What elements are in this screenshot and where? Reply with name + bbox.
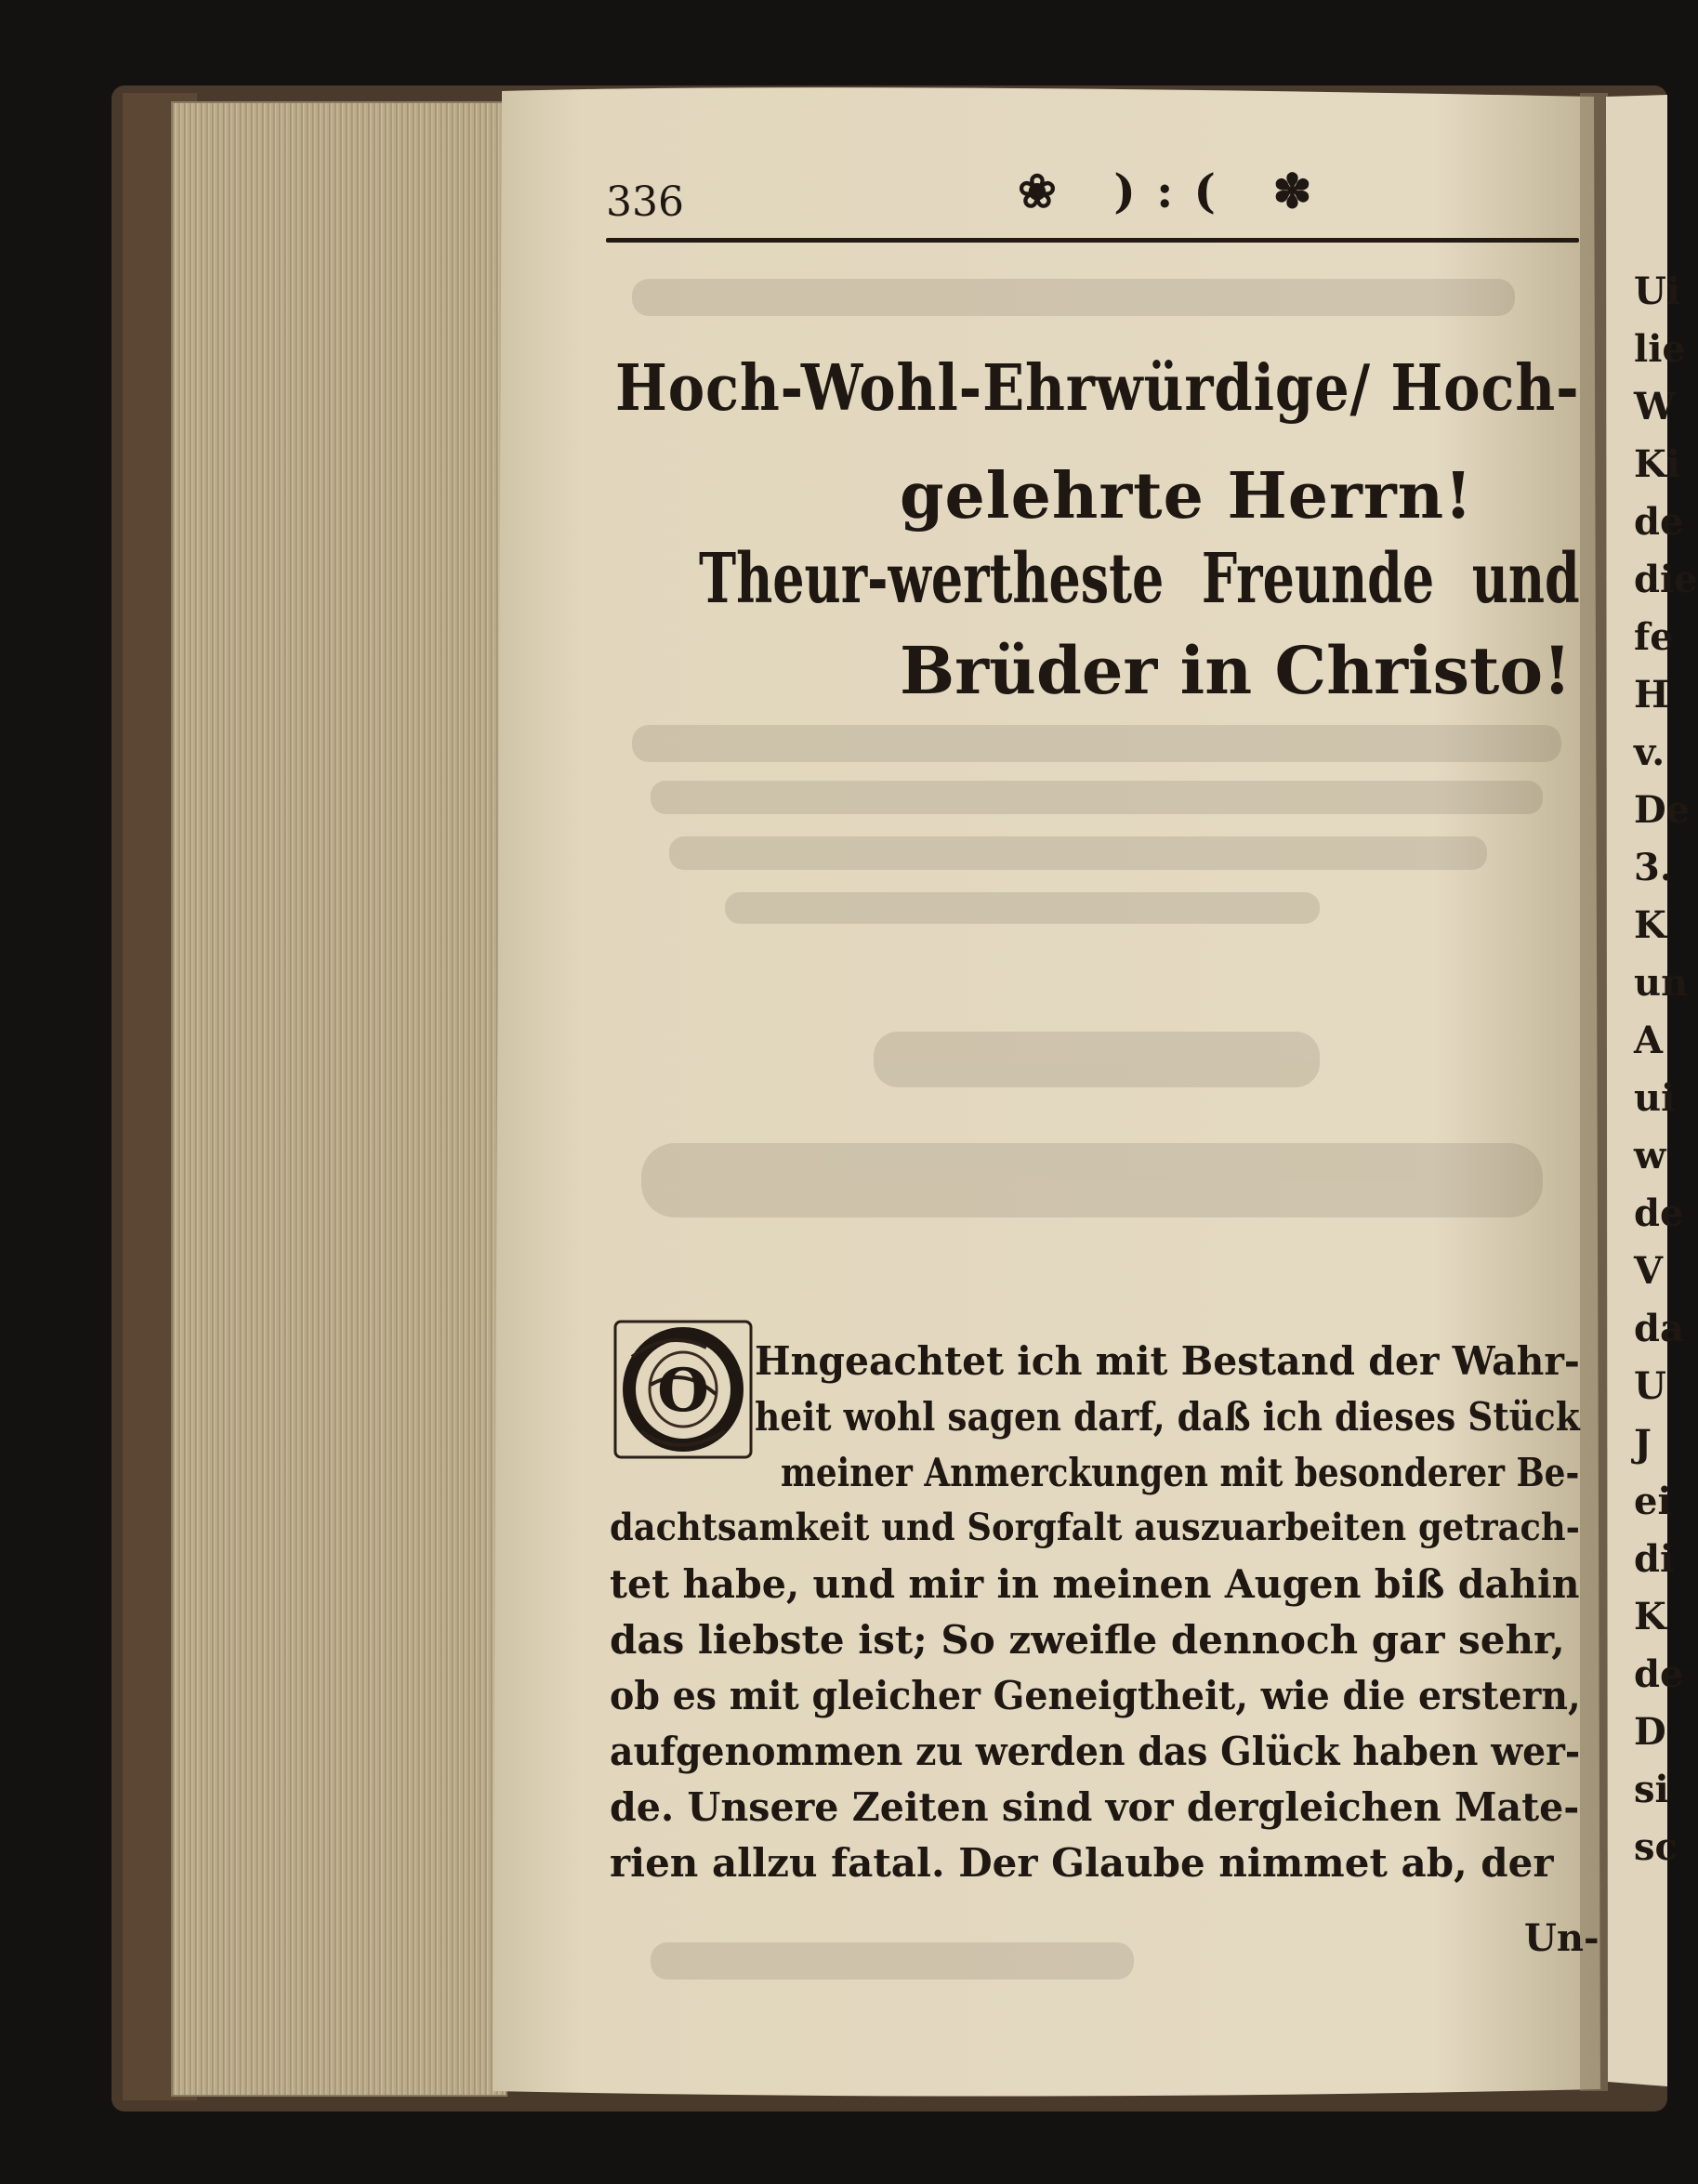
facing-page-fragment: fe <box>1634 615 1674 659</box>
facing-page-fragment: K <box>1634 903 1666 947</box>
facing-page-fragment: W <box>1634 385 1676 428</box>
drop-cap-letter: O <box>657 1356 709 1426</box>
ornamental-initial <box>613 1320 753 1459</box>
facing-page-fragment: D <box>1634 1710 1666 1754</box>
body-line: dachtsamkeit und Sorgfalt auszuarbeiten getrach- <box>610 1506 1580 1549</box>
facing-page-fragment: lie <box>1634 327 1686 371</box>
facing-page-fragment: da <box>1634 1307 1684 1350</box>
facing-page-fragment: di <box>1634 1537 1675 1581</box>
facing-page-fragment: un <box>1634 961 1689 1005</box>
salutation-line: Brüder in Christo! <box>900 632 1572 709</box>
body-line: Hngeachtet ich mit Bestand der Wahr- <box>755 1338 1580 1384</box>
facing-page-fragment: ei <box>1634 1480 1672 1523</box>
body-line: das liebste ist; So zweifle dennoch gar sehr, <box>610 1617 1565 1663</box>
body-line: ob es mit gleicher Geneigtheit, wie die erstern, <box>610 1673 1581 1718</box>
facing-page-text <box>1634 270 1698 1905</box>
facing-page-fragment: sc <box>1634 1825 1678 1869</box>
facing-page-fragment: De <box>1634 788 1691 832</box>
facing-page-fragment: V <box>1634 1249 1664 1293</box>
facing-page-fragment: J <box>1634 1422 1652 1466</box>
catchword: Un- <box>1524 1916 1599 1960</box>
header-ornament: ❀ ):( ✽ <box>1018 164 1333 218</box>
header-rule <box>606 238 1579 243</box>
page-block <box>172 102 507 2096</box>
facing-page-fragment: de <box>1634 1652 1684 1696</box>
body-line: heit wohl sagen darf, daß ich dieses Stück <box>755 1394 1580 1440</box>
salutation-line: gelehrte Herrn! <box>900 459 1473 533</box>
body-line: tet habe, und mir in meinen Augen biß dahin <box>610 1561 1580 1607</box>
body-line: de. Unsere Zeiten sind vor dergleichen Mate- <box>610 1784 1580 1830</box>
salutation-line: Hoch-Wohl-Ehrwürdige/ Hoch- <box>615 351 1580 426</box>
body-line: meiner Anmerckungen mit besonderer Be- <box>781 1450 1580 1495</box>
gutter-shadow <box>1580 93 1608 2091</box>
facing-page-fragment: die <box>1634 558 1698 601</box>
facing-page-fragment: 3. <box>1634 846 1673 889</box>
facing-page-fragment: ui <box>1634 1076 1676 1120</box>
facing-page-fragment: de <box>1634 1191 1684 1235</box>
facing-page-fragment: de <box>1634 500 1684 544</box>
page-number: 336 <box>606 178 684 226</box>
facing-page-fragment: v. <box>1634 730 1665 774</box>
salutation-line: Theur-wertheste Freunde und <box>699 539 1580 619</box>
facing-page-fragment: K <box>1634 1595 1666 1638</box>
body-line: rien allzu fatal. Der Glaube nimmet ab, der <box>610 1840 1554 1886</box>
body-line: aufgenommen zu werden das Glück haben wer- <box>610 1729 1581 1774</box>
facing-page-fragment: w <box>1634 1134 1666 1178</box>
facing-page-fragment: A <box>1634 1019 1664 1062</box>
facing-page-fragment: Ui <box>1634 270 1681 313</box>
facing-page-fragment: U <box>1634 1364 1666 1408</box>
facing-page-fragment: H <box>1634 673 1669 717</box>
facing-page-fragment: Ki <box>1634 442 1680 486</box>
facing-page-fragment: si <box>1634 1768 1669 1811</box>
